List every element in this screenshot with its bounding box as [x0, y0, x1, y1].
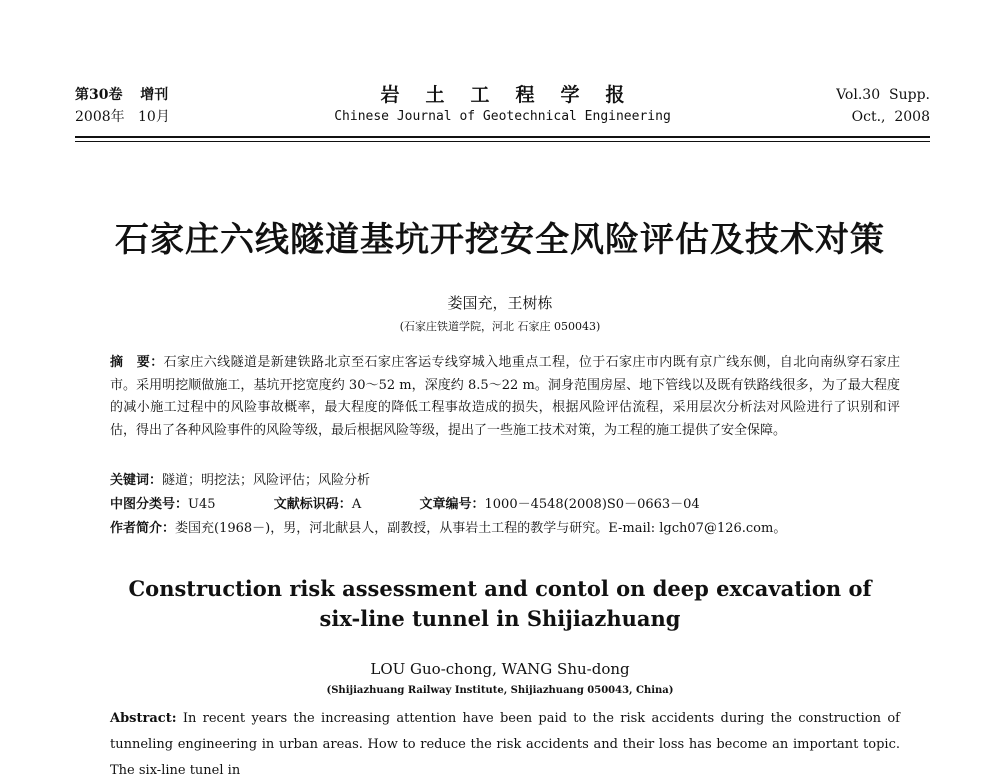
- date-en: Oct., 2008: [851, 109, 930, 125]
- volume-cn: 第30卷: [75, 87, 123, 103]
- bio-text: 娄国充(1968－)，男，河北献县人，副教授，从事岩土工程的教学与研究。E-mail: lgch07@126.com。: [175, 521, 787, 536]
- month-cn: 10月: [138, 109, 170, 125]
- keywords-cn: [110, 470, 910, 492]
- article-no-label: 文章编号：: [419, 497, 485, 512]
- author-bio: [110, 518, 910, 540]
- abstract-en-text: In recent years the increasing attention have been paid to the risk accidents during the construction of tunneling engineering in urban areas. How to reduce the risk accidents and their loss has become an important topic. The six-line tunel in: [110, 711, 900, 778]
- keywords-text: 隧道；明挖法；风险评估；风险分析: [162, 473, 371, 488]
- supplement-cn: 增刊: [140, 87, 169, 103]
- paper-title-en-line1: Construction risk assessment and contol on deep excavation of: [128, 576, 872, 601]
- issue-info-en: [836, 84, 930, 128]
- affiliation-en: (Shijiazhuang Railway Institute, Shijiazhuang 050043, China): [326, 685, 674, 696]
- paper-title-en-line2: six-line tunnel in Shijiazhuang: [319, 606, 681, 631]
- authors-en: LOU Guo-chong, WANG Shu-dong: [370, 660, 630, 678]
- clc-value: U45: [188, 497, 216, 512]
- abstract-cn-text: 石家庄六线隧道是新建铁路北京至石家庄客运专线穿城入地重点工程，位于石家庄市内既有京广线东侧，自北向南纵穿石家庄市。采用明挖顺做施工，基坑开挖宽度约 30～52 m，深度约 8.5～22 m。洞身范围房屋、地下管线以及既有铁路线很多，为了最大程度的减小施工过程中的风险事故概率，最大程度的降低工程事故造成的损失，根据风险评估流程，采用层次分析法对风险进行了识别和评估，得出了各种风险事件的风险等级，最后根据风险等级，提出了一些施工技术对策，为工程的施工提供了安全保障。: [110, 355, 900, 438]
- header-rule-thick: [75, 136, 930, 138]
- abstract-en: [110, 706, 900, 784]
- authors-cn: 娄国充，王树栋: [447, 294, 553, 312]
- paper-title-cn: 石家庄六线隧道基坑开挖安全风险评估及技术对策: [115, 220, 885, 260]
- affiliation-cn: (石家庄铁道学院，河北 石家庄 050043): [399, 320, 601, 333]
- bio-label: 作者简介：: [110, 521, 176, 536]
- article-no-value: 1000－4548(2008)S0－0663－04: [484, 497, 700, 512]
- journal-name-en: Chinese Journal of Geotechnical Engineering: [334, 109, 671, 124]
- keywords-label: 关键词：: [110, 473, 163, 488]
- abstract-en-label: Abstract:: [110, 711, 177, 726]
- abstract-cn: [110, 352, 900, 442]
- abstract-cn-label: 摘 要：: [110, 355, 164, 370]
- classification-line: [110, 494, 910, 516]
- journal-header: [75, 84, 930, 128]
- doc-code-value: A: [351, 497, 362, 512]
- paper-title-en: [0, 574, 1000, 634]
- doc-code-label: 文献标识码：: [273, 497, 352, 512]
- header-rule-thin: [75, 141, 930, 142]
- journal-name-cn: 岩土工程学报: [380, 84, 651, 106]
- year-cn: 2008年: [75, 109, 125, 125]
- journal-name: [75, 84, 930, 128]
- clc-label: 中图分类号：: [110, 497, 189, 512]
- volume-en: Vol.30 Supp.: [836, 87, 930, 103]
